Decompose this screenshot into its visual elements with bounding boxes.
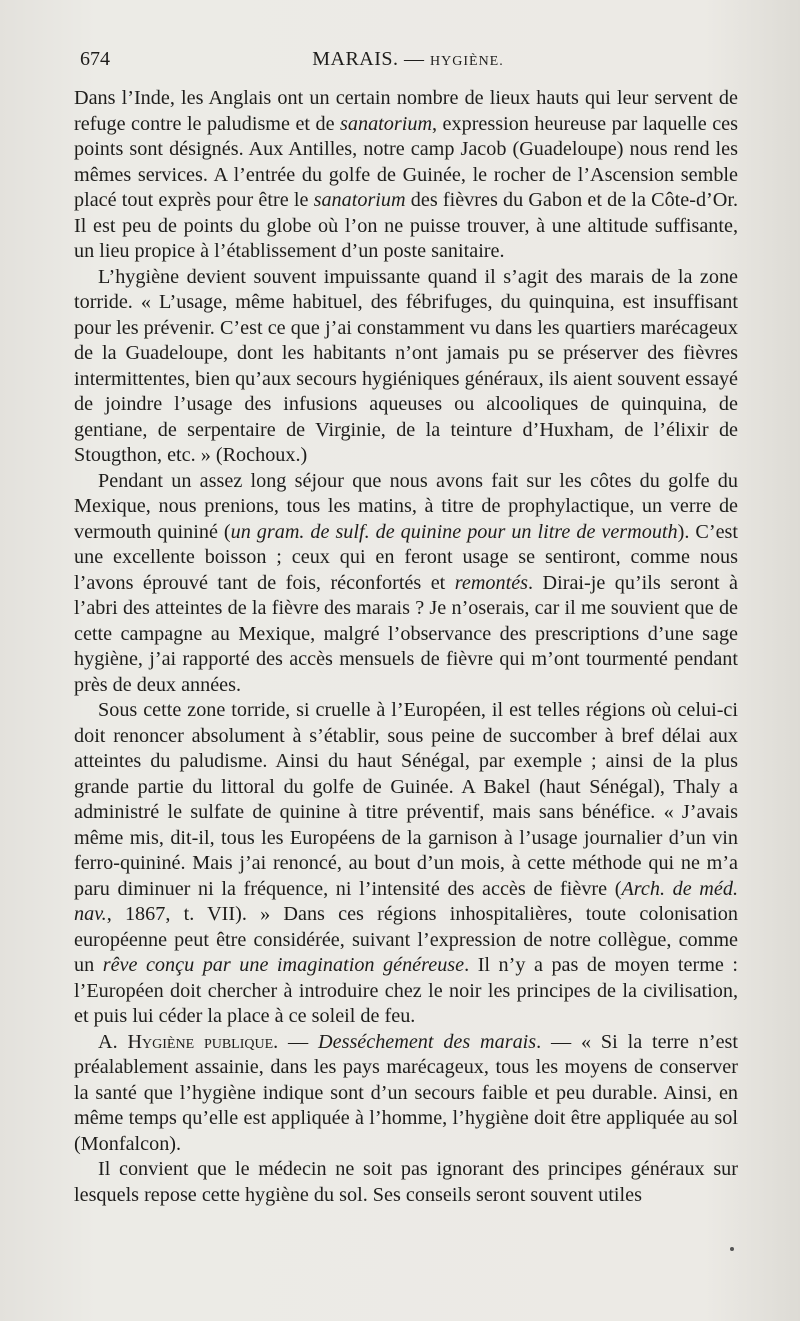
italic-text: sanatorium <box>340 112 433 135</box>
body-paragraph <box>74 698 738 1030</box>
italic-text: un gram. de sulf. de quinine pour un litre de vermouth <box>230 520 678 543</box>
body-paragraph <box>74 86 738 265</box>
text-run: Sous cette zone torride, si cruelle à l’Européen, il est telles régions où celui-ci doit renoncer absolument à s’établir, sous peine de succomber à bref délai aux atteintes du paludisme. Ainsi du haut Sénégal, par exemple ; ainsi de la plus grande partie du littoral du golfe de Guinée. A Bakel (haut Sénégal), Thaly a administré le sulfate de quinine à titre préventif, mais sans bénéfice. « J’avais même mis, dit-il, tous les Européens de la garnison à l’usage journalier d’un vin ferro-quininé. Mais j’ai renoncé, au bout d’un mois, à cette méthode qui ne m’a paru diminuer ni la fréquence, ni l’intensité des accès de fièvre ( <box>74 699 738 900</box>
text-run: . — « Si la terre n’est préalablement assainie, dans les pays marécageux, tous les moyens de conserver la santé que l’hygiène indique sont d’un secours faible et peu durable. Ainsi, en même temps qu’elle est appliquée à l’homme, l’hygiène doit être appliquée au sol (Monfalcon). <box>74 1030 739 1155</box>
italic-text: remontés <box>454 571 529 594</box>
italic-text: Arch. de méd. nav. <box>74 877 738 925</box>
text-run: Dans l’Inde, les Anglais ont un certain nombre de lieux hauts qui leur servent de refuge contre le paludisme et de <box>74 87 738 135</box>
body-paragraph <box>74 265 738 469</box>
text-run: Il convient que le médecin ne soit pas ignorant des principes généraux sur lesquels repose cette hygiène du sol. Ses conseils seront souvent utiles <box>74 1158 738 1206</box>
text-run: . — <box>273 1030 319 1053</box>
text-run: . Il n’y a pas de moyen terme : l’Européen doit chercher à introduire chez le noir les principes de la civilisation, et puis lui céder la place à ce soleil de feu. <box>74 954 739 1027</box>
ink-speck <box>730 1247 734 1251</box>
page-header <box>80 44 736 74</box>
text-run: , 1867, t. VII). » Dans ces régions inhospitalières, toute colonisation européenne peut être considérée, suivant l’expression de notre collègue, comme un <box>74 903 738 976</box>
running-head <box>80 44 736 77</box>
body-paragraph <box>74 1030 738 1158</box>
running-head-separator: — <box>404 48 425 70</box>
body-text <box>74 86 738 1208</box>
text-run: , expression heureuse par laquelle ces points sont désignés. Aux Antilles, notre camp Jacob (Guadeloupe) nous rend les mêmes services. A l’entrée du golfe de Guinée, le rocher de l’Ascension semble placé tout exprès pour être le <box>74 112 738 211</box>
text-run: ). C’est une excellente boisson ; ceux qui en feront usage se sentiront, comme nous l’avons éprouvé tant de fois, réconfortés et <box>74 520 738 594</box>
text-run: des fièvres du Gabon et de la Côte-d’Or. Il est peu de points du globe où l’on ne puisse trouver, à une altitude suffisante, un lieu propice à l’établissement d’un poste sanitaire. <box>74 189 739 262</box>
text-run: Pendant un assez long séjour que nous avons fait sur les côtes du golfe du Mexique, nous prenions, tous les matins, à titre de prophylactique, un verre de vermouth quininé ( <box>74 469 738 543</box>
running-title: MARAIS. <box>312 48 399 70</box>
running-subtitle: HYGIÈNE. <box>430 54 504 69</box>
text-run: L’hygiène devient souvent impuissante quand il s’agit des marais de la zone torride. « L’usage, même habituel, des fébrifuges, du quinquina, est insuffisant pour les prévenir. C’est ce que j’ai constamment vu dans les quartiers marécageux de la Guadeloupe, dont les habitants n’ont jamais pu se préserver des fièvres intermittentes, bien qu’aux secours hygiéniques généraux, ils aient souvent essayé de joindre l’usage des infusions aqueuses ou alcooliques de quinquina, de gentiane, de serpentaire de Virginie, de la teinture d’Huxham, de l’élixir de Stougthon, etc. » (Rochoux.) <box>74 265 738 466</box>
small-caps-text: Hygiène publique <box>127 1030 274 1053</box>
italic-text: Desséchement des marais <box>318 1030 537 1053</box>
text-run: A. <box>98 1030 128 1053</box>
body-paragraph <box>74 1157 738 1208</box>
italic-text: rêve conçu par une imagination généreuse <box>102 954 465 976</box>
body-paragraph <box>74 469 738 699</box>
italic-text: sanatorium <box>313 189 406 211</box>
text-run: . Dirai-je qu’ils seront à l’abri des atteintes de la fièvre des marais ? Je n’oserais, car il me souvient que de cette campagne au Mexique, malgré l’observance des prescriptions d’une sage hygiène, j’ai rapporté des accès mensuels de fièvre qui m’ont tourmenté pendant près de deux années. <box>74 571 738 696</box>
page-number: 674 <box>80 48 110 70</box>
